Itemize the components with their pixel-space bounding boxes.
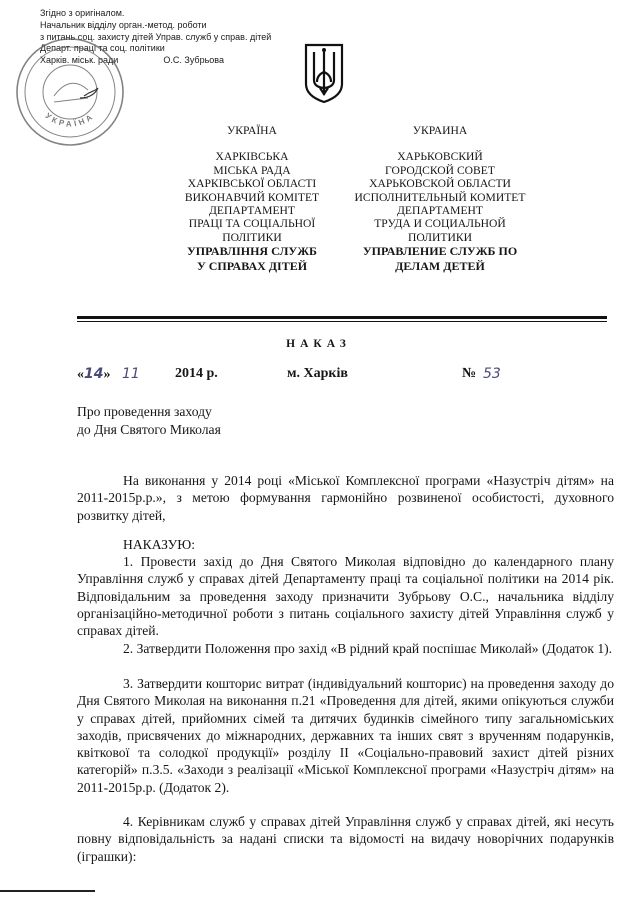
header-line: ХАРКІВСЬКОЇ ОБЛАСТІ [187,177,317,191]
date-month: 11 [122,366,140,382]
header-line: ХАРКІВСЬКА [215,150,289,164]
date-day: 14 [84,366,104,382]
header-divider [77,316,607,319]
cert-line: Згідно з оригіналом. [40,8,125,18]
country-ru: УКРАИНА [412,124,468,137]
paragraph-3: 3. Затвердити кошторис витрат (індивідуальний кошторис) на проведення заходу до Дня Святого Миколая на виконання п.21 «Проведення для дітей, якими опікуються служби у справах дітей, прийомних сімей та дитячих будинків сімейного типу загальноміських заходів, присвячених до міжнародних, державних та інших свят з врученням подарунків, квіткової та солодкої продукції» розділу ІІ «Соціально-правовий захист дітей різних категорій» п.3.5. «Заходи з реалізації «Міської Комплексної програми «Назустріч дітям» на 2011-2015р.р. (Додаток 2). [77,676,614,795]
svg-text:УКРАЇНА [44,111,97,128]
header-line: МІСЬКА РАДА [213,163,291,177]
header-line: ГОРОДСКОЙ СОВЕТ [385,163,495,177]
document-title: НАКАЗ [286,338,351,350]
coat-of-arms-icon [302,42,346,104]
header-divider-thin [77,321,607,322]
header-russian [340,124,540,273]
department-name-ru: УПРАВЛЕНИЕ СЛУЖБ ПО [362,244,518,259]
paragraph-4: 4. Керівникам служб у справах дітей Управління служб у справах дітей, які несуть повну відповідальність за надані списки та відомості на видачу новорічних подарунків (іграшки): [77,814,614,864]
date-line: «14» 11 2014 р. м. Харків № 53 [77,366,501,382]
header-line: ПОЛИТИКИ [408,230,472,244]
header-line: ТРУДА И СОЦИАЛЬНОЙ [374,217,506,231]
cert-line: Департ. праці та соц. політики [40,43,165,54]
subject [77,403,221,438]
cert-line: Харків. міськ. ради О.С. Зубрьова [40,55,224,66]
department-name-ua-2: У СПРАВАХ ДІТЕЙ [196,258,308,273]
subject-line: до Дня Святого Миколая [77,421,221,437]
department-name-ua: УПРАВЛІННЯ СЛУЖБ [186,244,317,259]
cert-line: Начальник відділу орган.-метод. роботи [40,19,207,30]
intro-paragraph: На виконання у 2014 році «Міської Комплексної програми «Назустріч дітям» на 2011-2015р.р.», з метою формування гармонійно розвиненої особистості, духовного розвитку дітей, [77,473,614,523]
header-line: ДЕПАРТАМЕНТ [396,204,484,218]
header-line: ХАРЬКОВСКОЙ ОБЛАСТИ [369,177,511,191]
header-line: ПОЛІТИКИ [222,230,282,244]
signature-name: О.С. Зубрьова [163,55,224,66]
city: м. Харків [287,366,348,381]
department-name-ru-2: ДЕЛАМ ДЕТЕЙ [395,258,485,273]
paragraph-2: 2. Затвердити Положення про захід «В рідний край поспішає Миколай» (Додаток 1). [123,641,613,656]
header-line: ИСПОЛНИТЕЛЬНЫЙ КОМИТЕТ [354,190,526,204]
header-line: ДЕПАРТАМЕНТ [208,204,296,218]
date-year: 2014 р. [175,366,218,381]
seal-text: УКРАЇНА [43,111,97,129]
order-word: НАКАЗУЮ: [123,537,196,552]
header-line: ПРАЦІ ТА СОЦІАЛЬНОЇ [188,217,316,231]
paragraph-1: 1. Провести захід до Дня Святого Миколая відповідно до календарного плану Управління служб у справах дітей Департаменту праці та соціальної політики на 2014 рік. Відповідальним за проведення заходу призначити Зубрьову О.С., начальника відділу організаційно-методичної роботи з питань соціального захисту дітей Управління служб у справах дітей. [77,554,614,639]
country-ua: УКРАЇНА [227,124,277,137]
round-seal-stamp [14,36,126,148]
cert-line: з питань соц. захисту дітей Управ. служб у справ. дітей [40,31,272,42]
header-line: ХАРЬКОВСКИЙ [397,150,483,164]
document-number: 53 [483,366,501,382]
subject-line: Про проведення заходу [77,404,212,419]
scan-edge-line [0,890,95,892]
header-line: ВИКОНАВЧИЙ КОМІТЕТ [184,190,320,204]
header-ukrainian [178,124,326,273]
number-label: № [462,366,477,381]
